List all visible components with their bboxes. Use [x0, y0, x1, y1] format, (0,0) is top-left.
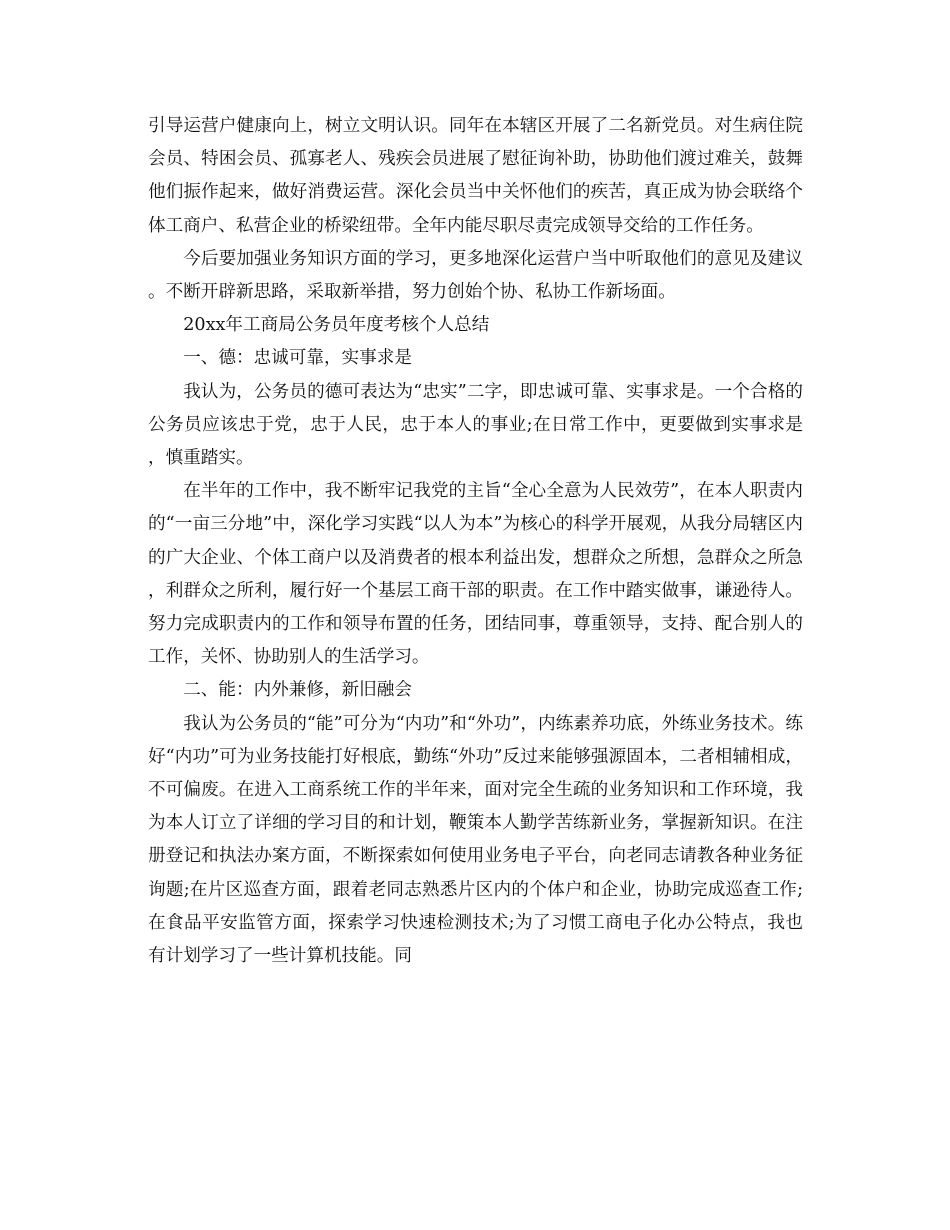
- paragraph-continuation: 引导运营户健康向上，树立文明认识。同年在本辖区开展了二名新党员。对生病住院会员、特困会员、孤寡老人、残疾会员进展了慰征询补助，协助他们渡过难关，鼓舞他们振作起来，做好消费运营。深化会员当中关怀他们的疾苦，真正成为协会联络个体工商户、私营企业的桥梁纽带。全年内能尽职尽责完成领导交给的工作任务。: [148, 116, 803, 236]
- document-body: [148, 110, 803, 973]
- paragraph-virtue-definition: 我认为，公务员的德可表达为“忠实”二字，即忠诚可靠、实事求是。一个合格的公务员应该忠于党，忠于人民，忠于本人的事业;在日常工作中，更要做到实事求是，慎重踏实。: [148, 381, 803, 469]
- paragraph-future-plan: 今后要加强业务知识方面的学习，更多地深化运营户当中听取他们的意见及建议。不断开辟新思路，采取新举措，努力创始个协、私协工作新场面。: [148, 248, 803, 303]
- heading-ability: 二、能：内外兼修，新旧融会: [183, 680, 412, 701]
- paragraph-work-practice: 在半年的工作中，我不断牢记我党的主旨“全心全意为人民效劳”，在本人职责内的“一亩三分地”中，深化学习实践“以人为本”为核心的科学开展观，从我分局辖区内的广大企业、个体工商户以及消费者的根本利益出发，想群众之所想，急群众之所急，利群众之所利，履行好一个基层工商干部的职责。在工作中踏实做事，谦逊待人。努力完成职责内的工作和领导布置的任务，团结同事，尊重领导，支持、配合别人的工作，关怀、协助别人的生活学习。: [148, 481, 803, 668]
- paragraph-ability-description: 我认为公务员的“能”可分为“内功”和“外功”，内练素养功底，外练业务技术。练好“内功”可为业务技能打好根底，勤练“外功”反过来能够强源固本，二者相辅相成，不可偏废。在进入工商系统工作的半年来，面对完全生疏的业务知识和工作环境，我为本人订立了详细的学习目的和计划，鞭策本人勤学苦练新业务，掌握新知识。在注册登记和执法办案方面，不断探索如何使用业务电子平台，向老同志请教各种业务征询题;在片区巡查方面，跟着老同志熟悉片区内的个体户和企业，协助完成巡查工作;在食品平安监管方面，探索学习快速检测技术;为了习惯工商电子化办公特点，我也有计划学习了一些计算机技能。同: [148, 713, 803, 967]
- heading-virtue: 一、德：忠诚可靠，实事求是: [183, 348, 412, 369]
- section-title: 20xx年工商局公务员年度考核个人总结: [183, 315, 490, 336]
